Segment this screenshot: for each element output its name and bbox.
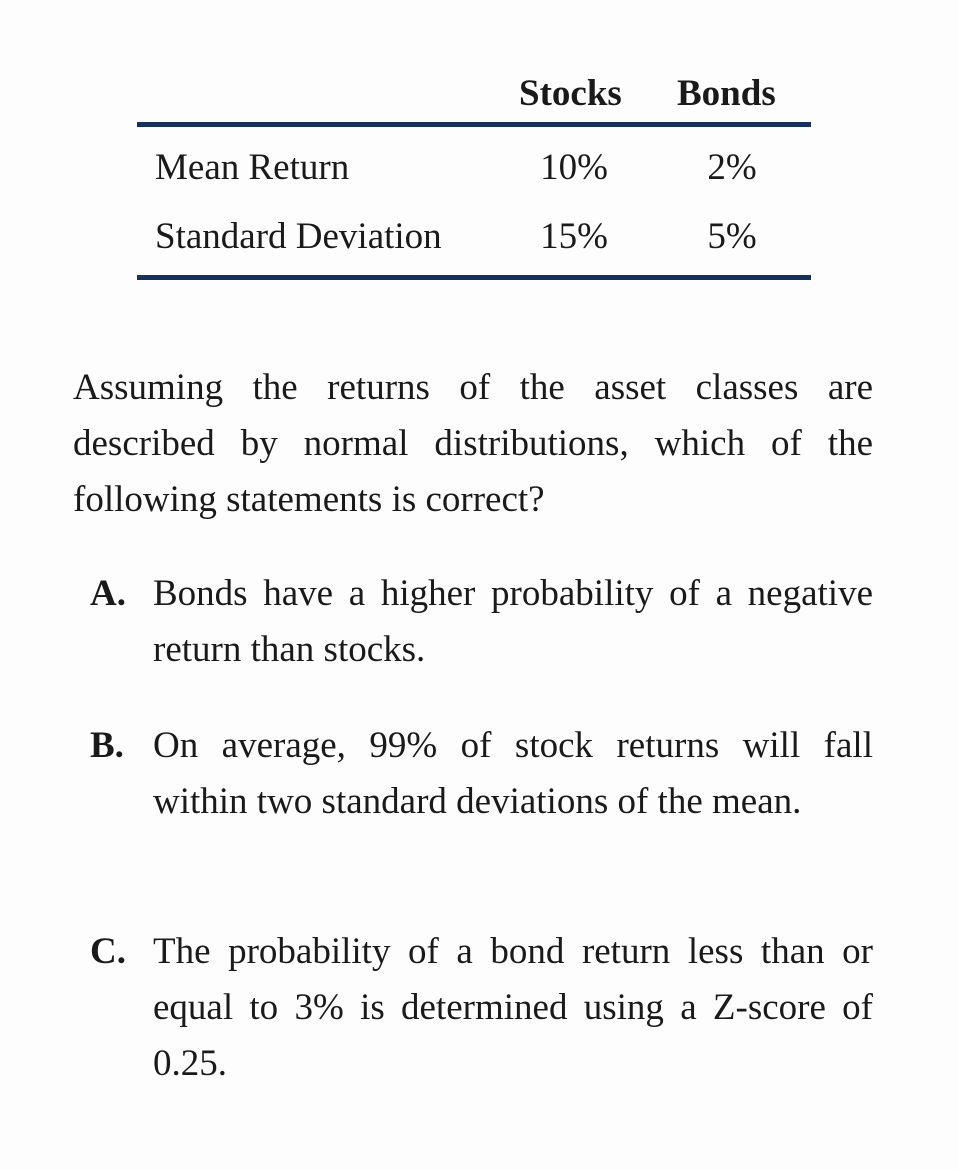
row-label: Standard Deviation [155, 216, 442, 257]
table-bottom-rule [137, 275, 811, 280]
option-text: Bonds have a higher probability of a negative return than stocks. [153, 573, 873, 670]
option-letter: B. [90, 725, 124, 766]
bonds-value: 2% [707, 147, 757, 188]
stocks-value: 10% [540, 147, 608, 188]
option-letter: A. [90, 573, 126, 614]
option-text: On average, 99% of stock returns will fall within two standard deviations of the mean. [153, 725, 873, 822]
table-header [137, 62, 811, 122]
bonds-value: 5% [707, 216, 757, 257]
option-letter: C. [90, 931, 126, 972]
table-top-rule [137, 122, 811, 127]
table-row-standard-deviation [137, 215, 811, 275]
header-stocks: Stocks [519, 73, 622, 114]
row-label: Mean Return [155, 147, 350, 188]
option-text: The probability of a bond return less than or equal to 3% is determined using a Z-score of 0.25. [153, 931, 873, 1084]
question-stem: Assuming the returns of the asset classes are described by normal distributions, which of the following statements is correct? [73, 367, 873, 520]
table-row-mean-return [137, 146, 811, 206]
header-bonds: Bonds [677, 73, 776, 114]
stocks-value: 15% [540, 216, 608, 257]
statistics-table [137, 62, 811, 257]
